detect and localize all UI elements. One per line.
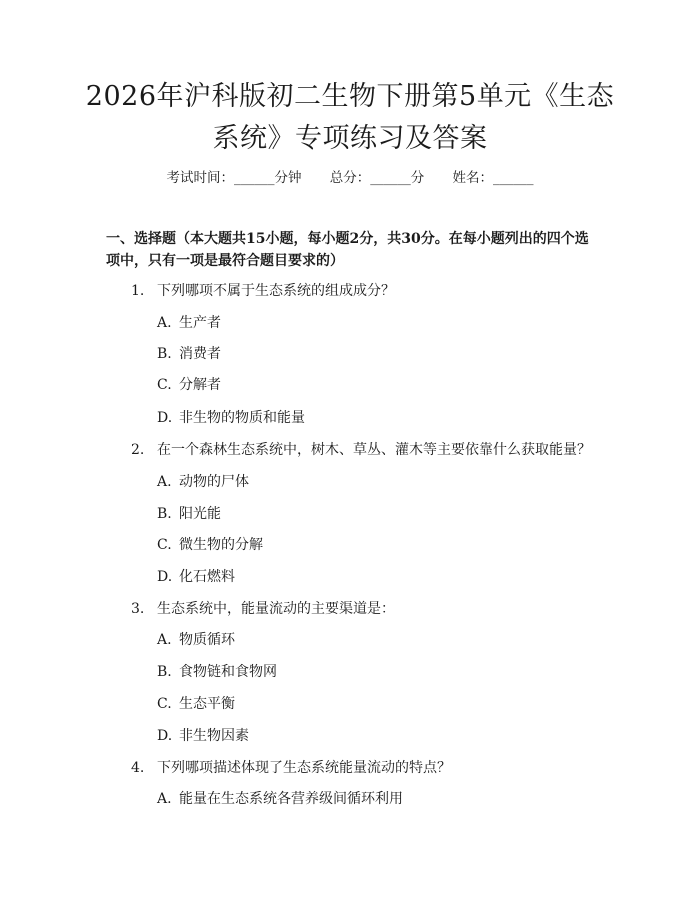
option-label: C. — [157, 537, 172, 553]
option-text: 分解者 — [179, 377, 221, 393]
option-text: 阳光能 — [179, 506, 221, 522]
option-1b — [157, 344, 607, 364]
option-text: 食物链和食物网 — [179, 664, 277, 680]
question-3 — [131, 599, 631, 619]
option-text: 非生物因素 — [179, 728, 249, 744]
question-text: 下列哪项不属于生态系统的组成成分？ — [157, 283, 395, 299]
option-text: 消费者 — [179, 346, 221, 362]
option-label: D. — [157, 728, 173, 744]
section-heading — [106, 228, 606, 272]
question-number: 2. — [131, 442, 145, 458]
question-text: 下列哪项描述体现了生态系统能量流动的特点？ — [157, 760, 451, 776]
question-1 — [131, 281, 631, 301]
option-1c — [157, 375, 607, 395]
section-heading-line-1: 一、选择题（本大题共15小题，每小题2分，共30分。在每小题列出的四个选 — [106, 231, 589, 247]
exam-meta — [0, 168, 700, 188]
title-line-1: 2026年沪科版初二生物下册第5单元《生态 — [85, 81, 615, 112]
option-1a — [157, 313, 607, 333]
page-title — [40, 76, 660, 160]
option-label: D. — [157, 569, 173, 585]
exam-time: 考试时间：______分钟 — [166, 170, 302, 186]
section-heading-line-2: 项中，只有一项是最符合题目要求的） — [106, 253, 344, 269]
question-text: 生态系统中，能量流动的主要渠道是： — [157, 601, 395, 617]
option-2c — [157, 535, 607, 555]
title-line-2: 系统》专项练习及答案 — [212, 123, 488, 154]
question-number: 3. — [131, 601, 145, 617]
option-2d — [157, 567, 607, 587]
option-label: C. — [157, 377, 172, 393]
option-label: A. — [157, 315, 172, 331]
option-1d — [157, 408, 607, 428]
option-text: 非生物的物质和能量 — [179, 410, 305, 426]
option-label: B. — [157, 506, 172, 522]
option-label: A. — [157, 632, 172, 648]
option-text: 能量在生态系统各营养级间循环利用 — [179, 791, 403, 807]
option-text: 生产者 — [179, 315, 221, 331]
question-number: 1. — [131, 283, 145, 299]
option-label: A. — [157, 474, 172, 490]
option-3b — [157, 662, 607, 682]
option-text: 化石燃料 — [179, 569, 235, 585]
option-label: B. — [157, 346, 172, 362]
question-text: 在一个森林生态系统中，树木、草丛、灌木等主要依靠什么获取能量？ — [157, 442, 591, 458]
option-3a — [157, 630, 607, 650]
option-label: D. — [157, 410, 173, 426]
question-4 — [131, 758, 631, 778]
option-label: B. — [157, 664, 172, 680]
option-text: 微生物的分解 — [179, 537, 263, 553]
question-2 — [131, 440, 631, 460]
option-text: 物质循环 — [179, 632, 235, 648]
student-name: 姓名：______ — [452, 170, 534, 186]
option-3c — [157, 694, 607, 714]
option-label: C. — [157, 696, 172, 712]
option-3d — [157, 726, 607, 746]
option-2a — [157, 472, 607, 492]
option-4a — [157, 789, 607, 809]
option-label: A. — [157, 791, 172, 807]
total-score: 总分：______分 — [329, 170, 425, 186]
option-2b — [157, 504, 607, 524]
option-text: 动物的尸体 — [179, 474, 249, 490]
question-number: 4. — [131, 760, 145, 776]
option-text: 生态平衡 — [179, 696, 235, 712]
